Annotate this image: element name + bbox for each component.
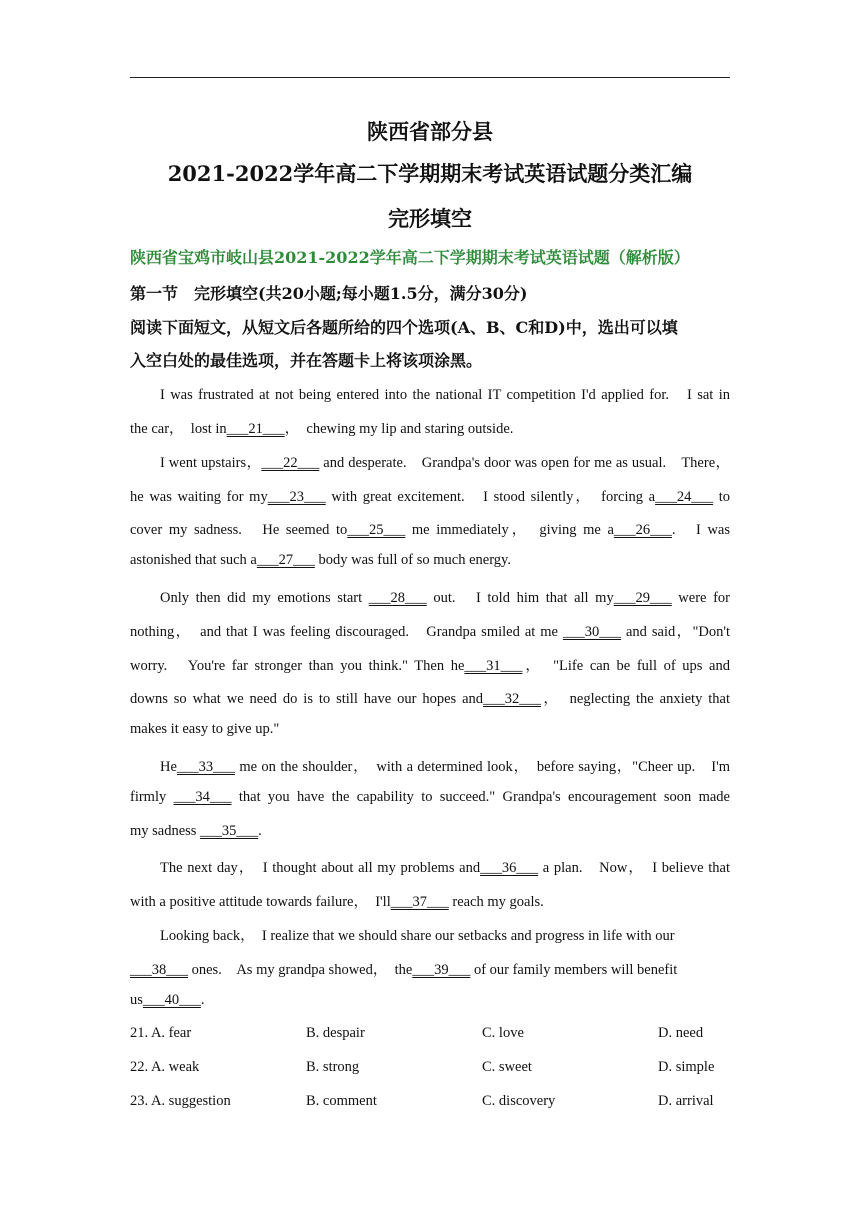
passage-line (130, 721, 730, 738)
option-c: C. sweet (482, 1059, 532, 1075)
option-d: D. simple (658, 1059, 715, 1075)
passage-line (130, 958, 730, 979)
passage-text: of our family members will benefit (470, 962, 678, 978)
option-c: C. discovery (482, 1093, 556, 1109)
passage-text: cover my sadness. He seemed to (130, 522, 348, 538)
blank-39: ___39___ (412, 962, 471, 978)
passage-text: I went upstairs， (160, 455, 262, 471)
passage-text: my sadness (130, 823, 201, 839)
blank-25: ___25___ (347, 522, 406, 538)
passage-line (160, 586, 730, 607)
passage-line (160, 755, 730, 776)
passage-line (130, 823, 730, 840)
passage-line (160, 383, 730, 404)
passage-text: body was full of so much energy. (314, 552, 511, 568)
passage-line (130, 620, 730, 641)
blank-31: ___31___ (464, 658, 523, 674)
passage-text: worry. You're far stronger than you think." Then he (130, 658, 465, 674)
passage-text: were for (671, 590, 730, 606)
passage-text: I was frustrated at not being entered into the national IT competition I'd applied for. I sat in (160, 387, 730, 403)
blank-29: ___29___ (613, 590, 672, 606)
blank-37: ___37___ (390, 894, 449, 910)
passage-text: makes it easy to give up." (130, 721, 280, 737)
option-a: 22. A. weak (130, 1059, 200, 1075)
blank-21: ___21___ (226, 421, 285, 437)
passage-line (130, 654, 730, 675)
passage-text: downs so what we need do is to still have our hopes and (130, 691, 484, 707)
passage-text: me immediately， giving me a (405, 522, 614, 538)
passage-text: and said，"Don't (620, 624, 730, 640)
passage-line (160, 451, 730, 472)
passage-text: . I was (671, 522, 730, 538)
passage-text: and desperate. Grandpa's door was open for me as usual. There， (319, 455, 730, 471)
passage-text: he was waiting for my (130, 489, 268, 505)
exam-source: 陕西省宝鸡市岐山县2021-2022学年高二下学期期末考试英语试题（解析版） (130, 248, 690, 267)
passage-text: the car， lost in (130, 421, 227, 437)
passage-line (160, 856, 730, 877)
blank-27: ___27___ (256, 552, 315, 568)
passage-text: a plan. Now， I believe that (538, 860, 731, 876)
passage-text: with great excitement. I stood silently， forcing a (325, 489, 656, 505)
blank-30: ___30___ (562, 624, 621, 640)
passage-text: The next day， I thought about all my problems and (160, 860, 481, 876)
passage-line (130, 552, 730, 569)
passage-text: ， "Life can be full of ups and (522, 658, 730, 674)
option-b: B. strong (306, 1059, 360, 1075)
section-title: 第一节 完形填空(共20小题;每小题1.5分，满分30分) (130, 284, 528, 303)
passage-line (130, 687, 730, 708)
passage-text: . (258, 823, 262, 839)
option-a: 21. A. fear (130, 1025, 192, 1041)
passage-text: that you have the capability to succeed." Grandpa's encouragement soon made (231, 789, 730, 805)
passage-text: out. I told him that all my (426, 590, 614, 606)
passage-text: nothing， and that I was feeling discouraged. Grandpa smiled at me (130, 624, 563, 640)
passage-line (130, 417, 730, 438)
passage-text: ， neglecting the anxiety that (541, 691, 730, 707)
option-a: 23. A. suggestion (130, 1093, 231, 1109)
option-b: B. despair (306, 1025, 365, 1041)
passage-text: Only then did my emotions start (160, 590, 369, 606)
passage-text: . (200, 992, 205, 1008)
blank-40: ___40___ (142, 992, 201, 1008)
passage-line (160, 924, 730, 945)
blank-28: ___28___ (368, 590, 427, 606)
passage-line (130, 518, 730, 539)
option-b: B. comment (306, 1093, 377, 1109)
blank-33: ___33___ (176, 759, 235, 775)
passage-text: ， chewing my lip and staring outside. (284, 421, 514, 437)
passage-text: me on the shoulder， with a determined look， before saying，"Cheer up. I'm (234, 759, 730, 775)
blank-23: ___23___ (267, 489, 326, 505)
blank-26: ___26___ (613, 522, 672, 538)
passage-text: to (713, 489, 730, 505)
option-c: C. love (482, 1025, 524, 1041)
blank-22: ___22___ (261, 455, 320, 471)
passage-text: us (130, 992, 143, 1008)
page-title-region: 陕西省部分县 (367, 119, 493, 144)
blank-36: ___36___ (480, 860, 539, 876)
blank-35: ___35___ (200, 823, 259, 839)
passage-text: firmly (130, 789, 174, 805)
passage-text: with a positive attitude towards failure， I'll (130, 894, 391, 910)
page-title-category: 完形填空 (388, 206, 472, 231)
header-rule (130, 77, 730, 78)
option-d: D. need (658, 1025, 704, 1041)
page-title-main: 2021-2022学年高二下学期期末考试英语试题分类汇编 (167, 161, 693, 186)
blank-24: ___24___ (655, 489, 714, 505)
instructions-line-2: 入空白处的最佳选项，并在答题卡上将该项涂黑。 (130, 351, 483, 370)
passage-text: astonished that such a (130, 552, 257, 568)
passage-text: Looking back， I realize that we should share our setbacks and progress in life with our (160, 928, 675, 944)
passage-line (130, 992, 730, 1009)
passage-text: ones. As my grandpa showed， the (188, 962, 413, 978)
option-d: D. arrival (658, 1093, 714, 1109)
blank-34: ___34___ (173, 789, 232, 805)
blank-38: ___38___ (130, 962, 188, 978)
blank-32: ___32___ (483, 691, 542, 707)
instructions-line-1: 阅读下面短文，从短文后各题所给的四个选项(A、B、C和D)中，选出可以填 (130, 318, 678, 337)
passage-text: reach my goals. (448, 894, 544, 910)
passage-text: He (160, 759, 177, 775)
passage-line (130, 485, 730, 506)
passage-line (130, 890, 730, 911)
passage-line (130, 789, 730, 806)
